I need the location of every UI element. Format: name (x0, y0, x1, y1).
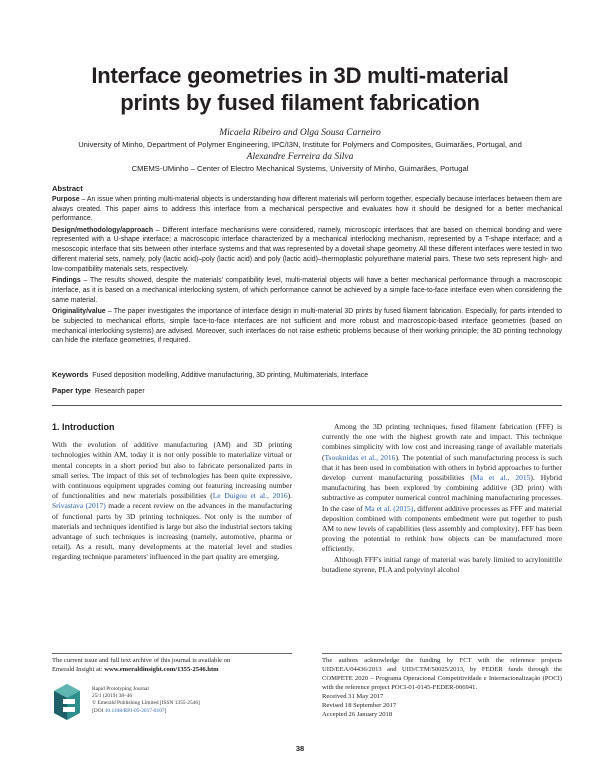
paper-type-label: Paper type (52, 386, 91, 395)
accepted-date: Accepted 26 January 2018 (322, 711, 393, 718)
title-line-1: Interface geometries in 3D multi-material (91, 63, 509, 88)
abstract-findings (52, 276, 562, 305)
right-text-d: , different additive processes as FFF and material deposition combined with components embedment were put together to push AM to new levels of capabilities (less assembly and complexity). FFF has been proving the potential to rethink how objects can be manufactured more efficiently. (322, 503, 562, 554)
publisher-info (92, 686, 200, 715)
design-label: Design/methodology/approach (52, 226, 154, 234)
journal-volume: 25/1 (2019) 38–46 (92, 693, 133, 700)
title-line-2: prints by fused filament fabrication (120, 90, 480, 115)
left-column (52, 422, 292, 563)
paper-type-line (52, 386, 562, 395)
funding-text: The authors acknowledge the funding by FCT with the reference projects UID/EEA/04436/2013 and UID/CTM/50025/2013, by FEDER funds through the COMPETE 2020 – Programa Operacional Competitividade e Internacionalização (POCI) with the reference project POCI-01-0145-FEDER-006941. (322, 657, 562, 691)
abstract-heading: Abstract (52, 184, 83, 193)
intro-text-a: With the evolution of additive manufacturing (AM) and 3D printing technologies within AM, today it is not only possible to materialize virtual or mental concepts in a short period but also to fabricate personalized parts in small series. The impact of this set of technologies has been quite expressive, with continuous equipment upgrades coming out featuring increasing number of functionalities and new materials possibilities ( (52, 440, 292, 501)
right-text-a: Among the 3D printing techniques, fused filament fabrication (FFF) is currently the one with the highest growth rate and impact. This technique combines simplicity with low cost and increasing range of available materials ( (322, 422, 562, 462)
right-text-b: ). The potential of such manufacturing process is such that it has been used in combination with others in hybrid approaches to further develop current manufacturing possibilities ( (322, 452, 562, 483)
funding-note (322, 656, 562, 719)
intro-paragraph (52, 440, 292, 562)
affiliation-2: CMEMS-UMinho – Center of Electro Mechanical Systems, University of Minho, Guimarães, Portugal (131, 164, 469, 173)
page-number: 38 (295, 744, 305, 753)
citation-tsouknidas[interactable]: Tsouknidas et al., 2016 (324, 452, 396, 462)
footer-rule-right (322, 653, 562, 654)
intro-text-b: ). (287, 491, 292, 501)
authors-secondary: Alexandre Ferreira da Silva (246, 152, 354, 162)
abstract-originality (52, 307, 562, 346)
citation-ma-2015-b[interactable]: Ma et al. (2015) (364, 503, 414, 513)
archive-prefix: Emerald Insight at: (52, 666, 105, 673)
footer-rule-left (52, 653, 292, 654)
right-paragraph-1 (322, 422, 562, 555)
purpose-label: Purpose (52, 195, 80, 203)
emerald-logo-icon (52, 682, 82, 722)
abstract-block (52, 184, 562, 348)
originality-text: – The paper investigates the importance of interface design in multi-material 3D prints by fused filament fabrication. Especially, for parts intended to be subjected to mechanical efforts, simple face-to-face interfaces are not sufficient and more robust and macroscopic-based interface geometries (based on mechanical interlocking systems) are advised. Moreover, such interfaces do not raise esthetic problems because of their working principle; the 3D printing technology can hide the interface geometries, if required. (52, 308, 562, 345)
article-title (40, 62, 560, 116)
emerald-url[interactable]: www.emeraldinsight.com/1355-2546.htm (104, 666, 219, 673)
right-paragraph-2: Although FFF's initial range of material was barely limited to acrylonitrile butadiene styrene, PLA and polyvinyl alcohol (322, 554, 562, 574)
archive-line-1: The current issue and full text archive of this journal is available on (52, 657, 231, 664)
received-date: Received 31 May 2017 (322, 693, 384, 700)
citation-ma-2015[interactable]: Ma et al., 2015 (472, 473, 531, 483)
keywords-line (52, 370, 562, 379)
journal-archive-note (52, 656, 292, 674)
keywords-label: Keywords (52, 370, 89, 379)
paper-type-text: Research paper (94, 388, 145, 395)
copyright-line: © Emerald Publishing Limited [ISSN 1355-2546] (92, 700, 200, 707)
section-heading: 1. Introduction (52, 422, 115, 432)
abstract-design (52, 226, 562, 275)
doi-line (92, 708, 200, 715)
doi-link[interactable]: 10.1108/RPJ-05-2017-0107 (104, 707, 165, 714)
doi-prefix: [DOI (92, 707, 105, 714)
right-column (322, 422, 562, 575)
abstract-purpose (52, 195, 562, 224)
authors-primary: Micaela Ribeiro and Olga Sousa Carneiro (219, 128, 381, 138)
findings-text: – The results showed, despite the materials’ compatibility level, multi-material objects will have a better mechanical performance through a macroscopic interface, as it is based on a mechanical interlocking system, of which performance cannot be achieved by a simple face-to-face interface even when considering the same material. (52, 277, 562, 304)
doi-suffix: ] (164, 707, 167, 714)
citation-le-duigou[interactable]: Le Duigou et al., 2016 (212, 491, 288, 501)
keywords-text: Fused deposition modelling, Additive manufacturing, 3D printing, Multimaterials, Interface (92, 372, 369, 379)
findings-label: Findings (52, 277, 81, 285)
journal-name: Rapid Prototyping Journal (92, 686, 149, 692)
design-text: – Different interface mechanisms were considered, namely, microscopic interfaces that are based on chemical bonding and were represented with a U-shape interface; a macroscopic interface characterized by a mechanical interlocking mechanism, represented by a T-shape interface; and a mesoscopic interface that sits between other interface systems and that was represented by a dovetail shape geometry. All these different interfaces were tested in two different material sets, namely, poly (lactic acid)–poly (lactic acid) and poly (lactic acid)–thermoplastic polyurethane material pairs. These two sets represent high- and low-compatibility materials sets, respectively. (52, 226, 562, 273)
section-divider (52, 405, 562, 406)
affiliation-1: University of Minho, Department of Polymer Engineering, IPC/I3N, Institute for Polymers and Composites, Guimarães, Portugal, and (78, 140, 522, 149)
publisher-block (52, 682, 292, 742)
citation-srivastava[interactable]: Srivastava (2017) (52, 501, 106, 511)
archive-line-2 (52, 665, 292, 674)
intro-text-c: made a recent review on the advances in the manufacturing of functional parts by 3D printing techniques. Not only is the number of materials and techniques identified is large but also the industrial sectors taking advantage of such techniques is increasing (namely, automotive, pharma or retail). As a result, many developments at the material level and studies regarding technique parameters' influenced in the part quality are emerging. (52, 501, 292, 562)
originality-label: Originality/value (52, 308, 106, 316)
right-text-c: ). Hybrid manufacturing has been explored by combining additive (3D print) with subtractive as computer numerical control machining manufacturing processes. In the case of (322, 473, 562, 513)
purpose-text: – An issue when printing multi-material objects is understanding how different materials will perform together, especially because interfaces between them are always created. This paper aims to address this interface from a mechanical perspective and evaluates how it should be designed for a better mechanical performance. (52, 195, 562, 223)
revised-date: Revised 18 September 2017 (322, 702, 397, 709)
